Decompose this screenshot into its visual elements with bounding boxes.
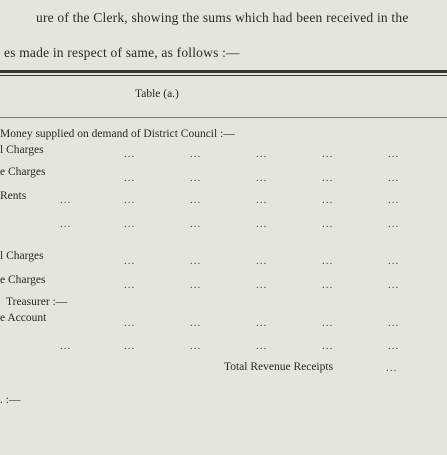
dot-leader: ...: [60, 340, 72, 352]
header-line-2: es made in respect of same, as follows :—: [4, 45, 240, 60]
dot-leader: ...: [190, 317, 202, 329]
row-label-charges-4: e Charges: [0, 274, 46, 286]
dot-leader: ...: [190, 279, 202, 291]
thin-rule: [0, 75, 447, 76]
dot-leader: ...: [60, 218, 72, 230]
dot-leader: ...: [256, 279, 268, 291]
row-label-rents: Rents: [0, 190, 27, 202]
dot-leader: ...: [190, 194, 202, 206]
dot-leader: ...: [256, 340, 268, 352]
dot-leader: ...: [388, 279, 400, 291]
dot-leader: ...: [124, 317, 136, 329]
dot-leader: ...: [322, 279, 334, 291]
dot-leader: ...: [322, 194, 334, 206]
dot-leader: ...: [322, 172, 334, 184]
dot-leader: ...: [388, 194, 400, 206]
dot-leader: ...: [190, 148, 202, 160]
dot-leader: ...: [124, 340, 136, 352]
caption-rule: [0, 117, 447, 118]
dot-leader: ...: [388, 317, 400, 329]
dot-leader: ...: [124, 172, 136, 184]
dot-leader: ...: [388, 172, 400, 184]
dot-leader: ...: [256, 218, 268, 230]
dot-leader: ...: [190, 340, 202, 352]
dot-leader: ...: [124, 218, 136, 230]
dot-leader: ...: [388, 218, 400, 230]
dot-leader: ...: [256, 172, 268, 184]
dot-leader: ...: [322, 340, 334, 352]
dot-leader: ...: [190, 255, 202, 267]
dot-leader: ...: [124, 194, 136, 206]
row-label-charges-2: e Charges: [0, 166, 46, 178]
total-dots: ...: [386, 362, 398, 374]
dot-leader: ...: [256, 255, 268, 267]
thick-rule: [0, 70, 447, 73]
dot-leader: ...: [256, 148, 268, 160]
dot-leader: ...: [256, 317, 268, 329]
section-title: Money supplied on demand of District Council :—: [0, 128, 235, 140]
row-label-account: e Account: [0, 312, 47, 324]
dot-leader: ...: [388, 340, 400, 352]
dot-leader: ...: [60, 194, 72, 206]
dot-leader: ...: [124, 279, 136, 291]
treasurer-title: Treasurer :—: [6, 296, 68, 308]
dot-leader: ...: [190, 172, 202, 184]
dot-leader: ...: [124, 148, 136, 160]
header-line-1: ure of the Clerk, showing the sums which had been received in the: [36, 10, 409, 25]
total-revenue-label: Total Revenue Receipts: [224, 361, 334, 373]
row-label-charges-1: l Charges: [0, 144, 44, 156]
dot-leader: ...: [256, 194, 268, 206]
dot-leader: ...: [190, 218, 202, 230]
dot-leader: ...: [322, 255, 334, 267]
row-label-charges-3: l Charges: [0, 250, 44, 262]
dot-leader: ...: [388, 255, 400, 267]
dot-leader: ...: [124, 255, 136, 267]
dot-leader: ...: [388, 148, 400, 160]
dot-leader: ...: [322, 148, 334, 160]
footer-line: . :—: [0, 394, 21, 406]
dot-leader: ...: [322, 218, 334, 230]
dot-leader: ...: [322, 317, 334, 329]
table-caption: Table (a.): [135, 88, 179, 100]
